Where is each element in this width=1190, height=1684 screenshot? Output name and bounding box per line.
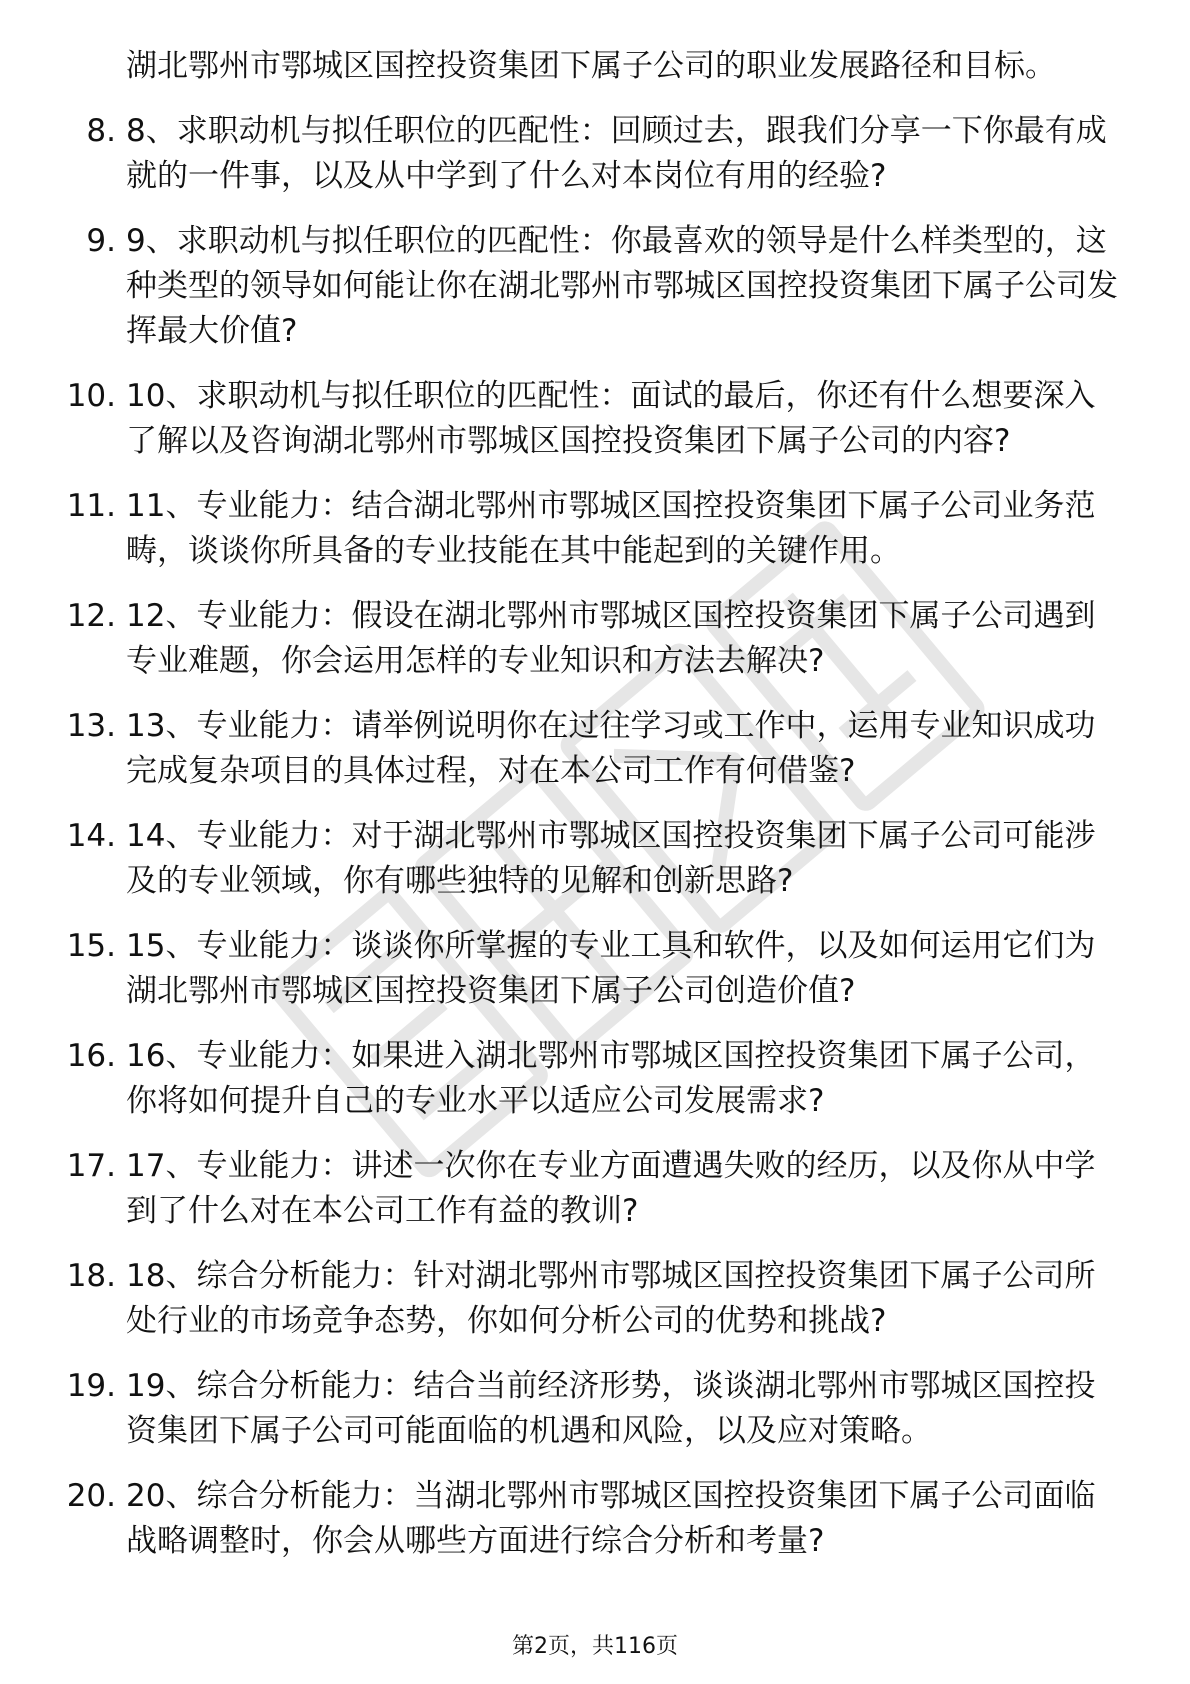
- item-number: 18.: [66, 1258, 116, 1294]
- item-text: 13、专业能力：请举例说明你在过往学习或工作中，运用专业知识成功完成复杂项目的具体过程，对在本公司工作有何借鉴?: [126, 708, 1096, 789]
- list-item: [66, 924, 1126, 1014]
- item-number: 20.: [66, 1478, 116, 1514]
- list-item: [86, 109, 1126, 199]
- list-item: [66, 1254, 1126, 1344]
- item-text: 10、求职动机与拟任职位的匹配性：面试的最后，你还有什么想要深入了解以及咨询湖北鄂州市鄂城区国控投资集团下属子公司的内容?: [126, 378, 1096, 459]
- list-item: [66, 1034, 1126, 1124]
- list-item: [66, 594, 1126, 684]
- item-text: 16、专业能力：如果进入湖北鄂州市鄂城区国控投资集团下属子公司，你将如何提升自己的专业水平以适应公司发展需求?: [126, 1038, 1096, 1119]
- item-text: 17、专业能力：讲述一次你在专业方面遭遇失败的经历，以及你从中学到了什么对在本公司工作有益的教训?: [126, 1148, 1096, 1229]
- list-item: [66, 484, 1126, 574]
- item-number: 14.: [66, 818, 116, 854]
- list-item: [66, 704, 1126, 794]
- item-number: 12.: [66, 598, 116, 634]
- page-content: [0, 44, 1190, 1584]
- list-item: [86, 219, 1126, 354]
- list-item: [66, 814, 1126, 904]
- item-number: 8.: [86, 113, 116, 149]
- item-number: 11.: [66, 488, 116, 524]
- item-text: 18、综合分析能力：针对湖北鄂州市鄂城区国控投资集团下属子公司所处行业的市场竞争态势，你如何分析公司的优势和挑战?: [126, 1258, 1096, 1339]
- item-text: 20、综合分析能力：当湖北鄂州市鄂城区国控投资集团下属子公司面临战略调整时，你会从哪些方面进行综合分析和考量?: [126, 1478, 1096, 1559]
- item-text: 9、求职动机与拟任职位的匹配性：你最喜欢的领导是什么样类型的，这种类型的领导如何能让你在湖北鄂州市鄂城区国控投资集团下属子公司发挥最大价值?: [126, 223, 1118, 349]
- item-number: 17.: [66, 1148, 116, 1184]
- continuation-text: 湖北鄂州市鄂城区国控投资集团下属子公司的职业发展路径和目标。: [126, 48, 1056, 84]
- item-text: 11、专业能力：结合湖北鄂州市鄂城区国控投资集团下属子公司业务范畴，谈谈你所具备的专业技能在其中能起到的关键作用。: [126, 488, 1096, 569]
- item-number: 13.: [66, 708, 116, 744]
- item-number: 16.: [66, 1038, 116, 1074]
- item-number: 10.: [66, 378, 116, 414]
- item-number: 15.: [66, 928, 116, 964]
- item-text: 15、专业能力：谈谈你所掌握的专业工具和软件，以及如何运用它们为湖北鄂州市鄂城区国控投资集团下属子公司创造价值?: [126, 928, 1096, 1009]
- item-number: 19.: [66, 1368, 116, 1404]
- list-item: [66, 1364, 1126, 1454]
- item-text: 12、专业能力：假设在湖北鄂州市鄂城区国控投资集团下属子公司遇到专业难题，你会运用怎样的专业知识和方法去解决?: [126, 598, 1096, 679]
- item-text: 14、专业能力：对于湖北鄂州市鄂城区国控投资集团下属子公司可能涉及的专业领域，你有哪些独特的见解和创新思路?: [126, 818, 1096, 899]
- question-list: [0, 109, 1190, 1564]
- list-item: [66, 1144, 1126, 1234]
- list-item: [66, 374, 1126, 464]
- page-footer: 第2页，共116页: [512, 1634, 678, 1659]
- item-number: 9.: [86, 223, 116, 259]
- item-text: 8、求职动机与拟任职位的匹配性：回顾过去，跟我们分享一下你最有成就的一件事，以及从中学到了什么对本岗位有用的经验?: [126, 113, 1107, 194]
- list-item: [66, 1474, 1126, 1564]
- item-text: 19、综合分析能力：结合当前经济形势，谈谈湖北鄂州市鄂城区国控投资集团下属子公司可能面临的机遇和风险，以及应对策略。: [126, 1368, 1096, 1449]
